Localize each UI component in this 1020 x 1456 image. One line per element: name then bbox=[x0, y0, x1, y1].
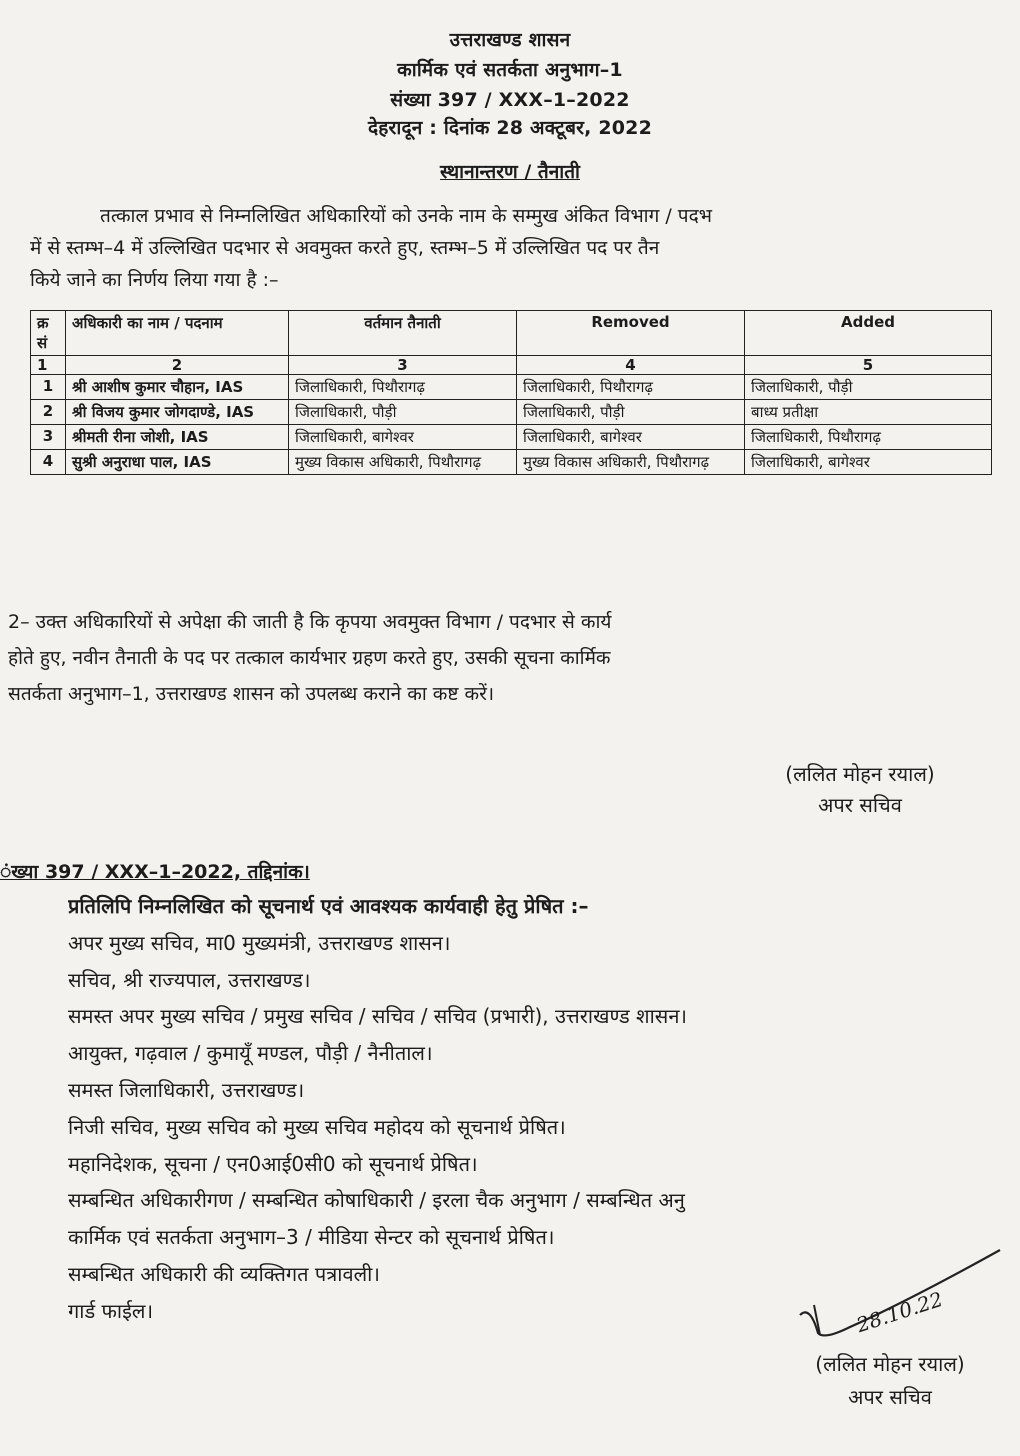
signature-block-1 bbox=[740, 760, 980, 818]
intro-paragraph: तत्काल प्रभाव से निम्नलिखित अधिकारियों को उनके नाम के सम्मुख अंकित विभाग / पदभ में से स्तम्भ–4 में उल्लिखित पदभार से अवमुक्त करते हुए, स्तम्भ–5 में उल्लिखित पद पर तैन किये जाने का निर्णय लिया गया है :– bbox=[30, 205, 713, 291]
table-row: 2 श्री विजय कुमार जोगदाण्डे, IAS जिलाधिकारी, पौड़ी जिलाधिकारी, पौड़ी बाध्य प्रतीक्षा bbox=[31, 400, 992, 425]
table-row: 1 श्री आशीष कुमार चौहान, IAS जिलाधिकारी, पिथौरागढ़ जिलाधिकारी, पिथौरागढ़ जिलाधिकारी, पौड़ी bbox=[31, 375, 992, 400]
header-place-date: देहरादून : दिनांक 28 अक्टूबर, 2022 bbox=[367, 117, 653, 139]
list-item: कार्मिक एवं सतर्कता अनुभाग–3 / मीडिया सेन्टर को सूचनार्थ प्रेषित। bbox=[68, 1225, 555, 1250]
copy-reference: ंख्या 397 / XXX–1–2022, तद्दिनांक। bbox=[0, 861, 310, 883]
list-item: सम्बन्धित अधिकारी की व्यक्तिगत पत्रावली। bbox=[68, 1261, 380, 1286]
list-item: सचिव, श्री राज्यपाल, उत्तराखण्ड। bbox=[68, 967, 311, 992]
header-officer-name: अधिकारी का नाम / पदनाम bbox=[66, 311, 289, 356]
list-item: प्रतिलिपि निम्नलिखित को सूचनार्थ एवं आवश्यक कार्यवाही हेतु प्रेषित :– bbox=[68, 894, 589, 918]
list-item: समस्त अपर मुख्य सचिव / प्रमुख सचिव / सचिव / सचिव (प्रभारी), उत्तराखण्ड शासन। bbox=[68, 1004, 688, 1029]
signatory-designation: अपर सचिव bbox=[818, 793, 902, 817]
column-number-row: 1 2 3 4 5 bbox=[31, 356, 992, 375]
table-row: 3 श्रीमती रीना जोशी, IAS जिलाधिकारी, बागेश्वर जिलाधिकारी, बागेश्वर जिलाधिकारी, पिथौरागढ़ bbox=[31, 425, 992, 450]
signatory-designation: अपर सचिव bbox=[848, 1385, 932, 1409]
instruction-paragraph: 2– उक्त अधिकारियों से अपेक्षा की जाती है कि कृपया अवमुक्त विभाग / पदभार से कार्य होते हुए, नवीन तैनाती के पद पर तत्काल कार्यभार ग्रहण करते हुए, उसकी सूचना कार्मिक सतर्कता अनुभाग–1, उत्तराखण्ड शासन को उपलब्ध कराने का कष्ट करें। bbox=[8, 611, 612, 705]
handwritten-date: 28.10.22 bbox=[853, 1286, 946, 1338]
list-item: समस्त जिलाधिकारी, उत्तराखण्ड। bbox=[68, 1077, 305, 1102]
header-serial: क्र सं bbox=[31, 311, 66, 356]
list-item: निजी सचिव, मुख्य सचिव को मुख्य सचिव महोदय को सूचनार्थ प्रेषित। bbox=[68, 1114, 566, 1139]
list-item: अपर मुख्य सचिव, मा0 मुख्यमंत्री, उत्तराखण्ड शासन। bbox=[68, 930, 451, 955]
list-item: महानिदेशक, सूचना / एन0आई0सी0 को सूचनार्थ प्रेषित। bbox=[68, 1151, 478, 1176]
header-added: Added bbox=[745, 311, 992, 356]
list-item: सम्बन्धित अधिकारीगण / सम्बन्धित कोषाधिकारी / इरला चैक अनुभाग / सम्बन्धित अनु bbox=[68, 1188, 685, 1213]
header-order-number: संख्या 397 / XXX–1–2022 bbox=[390, 89, 630, 111]
signatory-name: (ललित मोहन रयाल) bbox=[785, 762, 935, 786]
header-current-posting: वर्तमान तैनाती bbox=[289, 311, 517, 356]
subject-heading: स्थानान्तरण / तैनाती bbox=[440, 161, 580, 183]
list-item: गार्ड फाईल। bbox=[68, 1298, 154, 1323]
header-removed: Removed bbox=[517, 311, 745, 356]
transfer-table bbox=[30, 310, 992, 475]
signatory-name: (ललित मोहन रयाल) bbox=[815, 1352, 965, 1376]
header-government: उत्तराखण्ड शासन bbox=[449, 29, 571, 51]
signature-block-2 bbox=[770, 1350, 1010, 1410]
header-department: कार्मिक एवं सतर्कता अनुभाग–1 bbox=[397, 59, 623, 81]
table-header-row bbox=[31, 311, 992, 356]
list-item: आयुक्त, गढ़वाल / कुमायूँ मण्डल, पौड़ी / नैनीताल। bbox=[68, 1041, 433, 1066]
table-row: 4 सुश्री अनुराधा पाल, IAS मुख्य विकास अधिकारी, पिथौरागढ़ मुख्य विकास अधिकारी, पिथौरागढ़ जिलाधिकारी, बागेश्वर bbox=[31, 450, 992, 475]
